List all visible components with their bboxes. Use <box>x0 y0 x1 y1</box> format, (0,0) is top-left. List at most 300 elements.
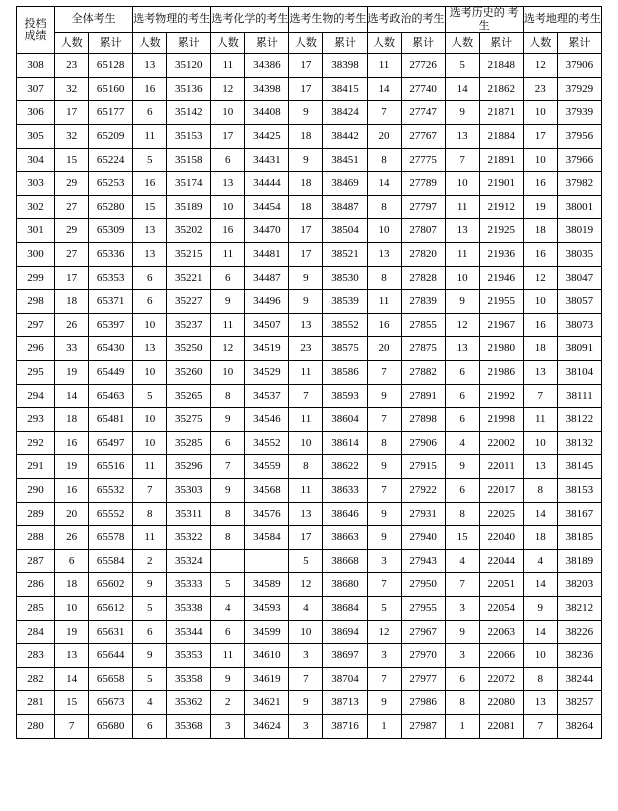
table-header <box>17 7 602 54</box>
count-cell: 3 <box>289 714 323 738</box>
cumulative-cell: 35265 <box>167 384 211 408</box>
count-cell: 7 <box>445 148 479 172</box>
cumulative-cell: 38668 <box>323 549 367 573</box>
count-cell: 11 <box>289 478 323 502</box>
cumulative-cell: 37906 <box>557 54 601 78</box>
table-row <box>17 502 602 526</box>
count-cell: 10 <box>55 596 89 620</box>
count-cell: 9 <box>289 266 323 290</box>
cumulative-cell: 34496 <box>245 290 289 314</box>
cumulative-cell: 27940 <box>401 526 445 550</box>
count-cell: 5 <box>133 596 167 620</box>
cumulative-cell: 65578 <box>89 526 133 550</box>
count-cell: 7 <box>523 384 557 408</box>
cumulative-cell: 35362 <box>167 691 211 715</box>
cumulative-cell: 35120 <box>167 54 211 78</box>
cumulative-cell: 35333 <box>167 573 211 597</box>
cumulative-cell: 65371 <box>89 290 133 314</box>
cumulative-cell: 34621 <box>245 691 289 715</box>
count-cell: 9 <box>289 148 323 172</box>
score-cell: 307 <box>17 77 55 101</box>
cumulative-cell: 21980 <box>479 337 523 361</box>
count-cell: 18 <box>523 337 557 361</box>
cumulative-cell: 38552 <box>323 313 367 337</box>
count-cell: 17 <box>289 77 323 101</box>
score-cell: 291 <box>17 455 55 479</box>
count-cell: 19 <box>55 455 89 479</box>
count-cell: 14 <box>55 667 89 691</box>
count-cell: 11 <box>523 408 557 432</box>
count-cell: 7 <box>367 667 401 691</box>
score-cell: 308 <box>17 54 55 78</box>
table-row <box>17 361 602 385</box>
group-header-all: 全体考生 <box>55 7 133 33</box>
cumulative-cell: 38646 <box>323 502 367 526</box>
cumulative-cell: 65209 <box>89 125 133 149</box>
count-cell: 11 <box>211 54 245 78</box>
count-cell: 10 <box>289 431 323 455</box>
count-cell: 13 <box>133 219 167 243</box>
score-cell: 286 <box>17 573 55 597</box>
cumulative-cell: 35189 <box>167 195 211 219</box>
table-row <box>17 384 602 408</box>
count-cell: 9 <box>289 290 323 314</box>
count-cell: 18 <box>289 125 323 149</box>
cumulative-cell: 22051 <box>479 573 523 597</box>
score-cell: 290 <box>17 478 55 502</box>
cumulative-cell: 35311 <box>167 502 211 526</box>
count-cell: 9 <box>367 384 401 408</box>
cumulative-cell: 65309 <box>89 219 133 243</box>
cumulative-cell: 27970 <box>401 644 445 668</box>
score-cell: 282 <box>17 667 55 691</box>
table-row <box>17 478 602 502</box>
cumulative-cell: 38424 <box>323 101 367 125</box>
sub-header-count-biology: 人数 <box>289 33 323 54</box>
cumulative-cell: 34552 <box>245 431 289 455</box>
count-cell: 5 <box>367 596 401 620</box>
count-cell: 2 <box>133 549 167 573</box>
score-cell: 305 <box>17 125 55 149</box>
count-cell: 14 <box>523 573 557 597</box>
cumulative-cell: 38264 <box>557 714 601 738</box>
table-row <box>17 125 602 149</box>
cumulative-cell: 38203 <box>557 573 601 597</box>
cumulative-cell: 38716 <box>323 714 367 738</box>
cumulative-cell: 65644 <box>89 644 133 668</box>
cumulative-cell: 65336 <box>89 243 133 267</box>
count-cell: 18 <box>523 219 557 243</box>
count-cell: 8 <box>211 526 245 550</box>
count-cell: 10 <box>523 148 557 172</box>
cumulative-cell: 34619 <box>245 667 289 691</box>
cumulative-cell: 22017 <box>479 478 523 502</box>
score-cell: 289 <box>17 502 55 526</box>
cumulative-cell: 34481 <box>245 243 289 267</box>
cumulative-cell: 65552 <box>89 502 133 526</box>
count-cell: 17 <box>289 54 323 78</box>
cumulative-cell: 34568 <box>245 478 289 502</box>
count-cell: 13 <box>133 54 167 78</box>
cumulative-cell: 27875 <box>401 337 445 361</box>
count-cell: 12 <box>289 573 323 597</box>
cumulative-cell: 35358 <box>167 667 211 691</box>
count-cell: 3 <box>445 644 479 668</box>
cumulative-cell: 35136 <box>167 77 211 101</box>
cumulative-cell: 34444 <box>245 172 289 196</box>
count-cell: 13 <box>211 172 245 196</box>
count-cell: 16 <box>133 77 167 101</box>
count-cell: 6 <box>445 667 479 691</box>
count-cell: 9 <box>445 455 479 479</box>
sub-header-count-history: 人数 <box>445 33 479 54</box>
cumulative-cell: 38622 <box>323 455 367 479</box>
count-cell: 19 <box>55 620 89 644</box>
cumulative-cell: 27882 <box>401 361 445 385</box>
count-cell: 8 <box>523 667 557 691</box>
count-cell: 11 <box>211 644 245 668</box>
score-distribution-table <box>16 6 602 739</box>
count-cell: 6 <box>133 266 167 290</box>
cumulative-cell <box>245 549 289 573</box>
score-cell: 299 <box>17 266 55 290</box>
count-cell: 11 <box>211 313 245 337</box>
count-cell: 15 <box>55 691 89 715</box>
cumulative-cell: 35215 <box>167 243 211 267</box>
count-cell: 17 <box>289 243 323 267</box>
table-row <box>17 408 602 432</box>
cumulative-cell: 21912 <box>479 195 523 219</box>
score-cell: 294 <box>17 384 55 408</box>
table-row <box>17 620 602 644</box>
group-header-biology: 选考生物的考生 <box>289 7 367 33</box>
cumulative-cell: 38001 <box>557 195 601 219</box>
cumulative-cell: 38057 <box>557 290 601 314</box>
table-row <box>17 101 602 125</box>
count-cell: 15 <box>133 195 167 219</box>
count-cell: 11 <box>211 243 245 267</box>
count-cell: 6 <box>445 408 479 432</box>
cumulative-cell: 65532 <box>89 478 133 502</box>
cumulative-cell: 35344 <box>167 620 211 644</box>
cumulative-cell: 38633 <box>323 478 367 502</box>
score-distribution-sheet <box>0 6 618 739</box>
table-row <box>17 195 602 219</box>
cumulative-cell: 34593 <box>245 596 289 620</box>
count-cell: 3 <box>367 644 401 668</box>
cumulative-cell: 34559 <box>245 455 289 479</box>
count-cell: 11 <box>133 455 167 479</box>
cumulative-cell: 38469 <box>323 172 367 196</box>
cumulative-cell: 34589 <box>245 573 289 597</box>
count-cell: 33 <box>55 337 89 361</box>
count-cell: 9 <box>133 644 167 668</box>
count-cell: 9 <box>211 478 245 502</box>
count-cell: 27 <box>55 195 89 219</box>
cumulative-cell: 27986 <box>401 691 445 715</box>
cumulative-cell: 34507 <box>245 313 289 337</box>
score-cell: 295 <box>17 361 55 385</box>
cumulative-cell: 34398 <box>245 77 289 101</box>
count-cell: 17 <box>211 125 245 149</box>
table-row <box>17 243 602 267</box>
cumulative-cell: 38212 <box>557 596 601 620</box>
cumulative-cell: 27747 <box>401 101 445 125</box>
count-cell: 4 <box>133 691 167 715</box>
count-cell: 17 <box>55 266 89 290</box>
count-cell: 10 <box>445 172 479 196</box>
count-cell: 11 <box>445 195 479 219</box>
score-cell: 280 <box>17 714 55 738</box>
score-cell: 285 <box>17 596 55 620</box>
cumulative-cell: 21986 <box>479 361 523 385</box>
count-cell: 18 <box>55 573 89 597</box>
cumulative-cell: 38539 <box>323 290 367 314</box>
count-cell: 10 <box>523 431 557 455</box>
cumulative-cell: 38145 <box>557 455 601 479</box>
count-cell: 7 <box>55 714 89 738</box>
count-cell: 12 <box>211 337 245 361</box>
count-cell: 9 <box>445 101 479 125</box>
cumulative-cell: 65280 <box>89 195 133 219</box>
corner-header <box>17 7 55 54</box>
count-cell: 7 <box>367 408 401 432</box>
group-header-chemistry: 选考化学的考生 <box>211 7 289 33</box>
count-cell: 18 <box>55 408 89 432</box>
group-header-physics: 选考物理的考生 <box>133 7 211 33</box>
table-row <box>17 526 602 550</box>
count-cell: 15 <box>55 148 89 172</box>
count-cell: 20 <box>367 337 401 361</box>
count-cell: 7 <box>289 667 323 691</box>
cumulative-cell: 35285 <box>167 431 211 455</box>
group-header-politics: 选考政治的考生 <box>367 7 445 33</box>
cumulative-cell: 65463 <box>89 384 133 408</box>
count-cell: 17 <box>289 526 323 550</box>
count-cell: 29 <box>55 219 89 243</box>
score-cell: 303 <box>17 172 55 196</box>
count-cell: 9 <box>211 667 245 691</box>
sub-header-cumulative-geography: 累计 <box>557 33 601 54</box>
cumulative-cell: 37982 <box>557 172 601 196</box>
count-cell: 17 <box>55 101 89 125</box>
count-cell: 9 <box>133 573 167 597</box>
count-cell: 3 <box>445 596 479 620</box>
cumulative-cell: 65397 <box>89 313 133 337</box>
count-cell: 5 <box>289 549 323 573</box>
sub-header-cumulative-all: 累计 <box>89 33 133 54</box>
cumulative-cell: 35338 <box>167 596 211 620</box>
count-cell: 11 <box>133 526 167 550</box>
cumulative-cell: 38111 <box>557 384 601 408</box>
cumulative-cell: 38684 <box>323 596 367 620</box>
count-cell: 19 <box>523 195 557 219</box>
count-cell: 23 <box>289 337 323 361</box>
cumulative-cell: 38680 <box>323 573 367 597</box>
cumulative-cell: 21967 <box>479 313 523 337</box>
cumulative-cell: 38663 <box>323 526 367 550</box>
cumulative-cell: 65631 <box>89 620 133 644</box>
count-cell: 1 <box>367 714 401 738</box>
cumulative-cell: 65680 <box>89 714 133 738</box>
cumulative-cell: 22054 <box>479 596 523 620</box>
cumulative-cell: 27922 <box>401 478 445 502</box>
sub-header-count-all: 人数 <box>55 33 89 54</box>
count-cell: 12 <box>211 77 245 101</box>
count-cell: 13 <box>289 502 323 526</box>
count-cell: 8 <box>367 195 401 219</box>
score-cell: 287 <box>17 549 55 573</box>
count-cell: 19 <box>55 361 89 385</box>
table-row <box>17 148 602 172</box>
count-cell: 8 <box>445 691 479 715</box>
cumulative-cell: 22066 <box>479 644 523 668</box>
cumulative-cell: 27839 <box>401 290 445 314</box>
count-cell: 23 <box>55 54 89 78</box>
cumulative-cell: 38398 <box>323 54 367 78</box>
cumulative-cell: 21992 <box>479 384 523 408</box>
cumulative-cell: 38073 <box>557 313 601 337</box>
count-cell: 14 <box>367 172 401 196</box>
cumulative-cell: 34470 <box>245 219 289 243</box>
table-row <box>17 219 602 243</box>
count-cell: 6 <box>133 101 167 125</box>
cumulative-cell: 38019 <box>557 219 601 243</box>
count-cell: 5 <box>133 148 167 172</box>
cumulative-cell: 35368 <box>167 714 211 738</box>
count-cell: 7 <box>367 101 401 125</box>
count-cell: 5 <box>445 54 479 78</box>
cumulative-cell: 38226 <box>557 620 601 644</box>
cumulative-cell: 65177 <box>89 101 133 125</box>
count-cell: 16 <box>211 219 245 243</box>
cumulative-cell: 65481 <box>89 408 133 432</box>
count-cell: 9 <box>367 455 401 479</box>
cumulative-cell: 21891 <box>479 148 523 172</box>
count-cell: 18 <box>55 290 89 314</box>
cumulative-cell: 35153 <box>167 125 211 149</box>
count-cell: 6 <box>445 478 479 502</box>
score-cell: 298 <box>17 290 55 314</box>
cumulative-cell: 38185 <box>557 526 601 550</box>
count-cell: 16 <box>55 478 89 502</box>
cumulative-cell: 38521 <box>323 243 367 267</box>
cumulative-cell: 27797 <box>401 195 445 219</box>
cumulative-cell: 27955 <box>401 596 445 620</box>
count-cell: 17 <box>289 219 323 243</box>
count-cell: 29 <box>55 172 89 196</box>
cumulative-cell: 34487 <box>245 266 289 290</box>
count-cell: 6 <box>211 620 245 644</box>
cumulative-cell: 38504 <box>323 219 367 243</box>
count-cell: 7 <box>367 478 401 502</box>
table-row <box>17 667 602 691</box>
count-cell: 6 <box>445 361 479 385</box>
sub-header-count-physics: 人数 <box>133 33 167 54</box>
count-cell: 10 <box>133 431 167 455</box>
cumulative-cell: 38244 <box>557 667 601 691</box>
count-cell: 9 <box>211 290 245 314</box>
score-cell: 293 <box>17 408 55 432</box>
table-row <box>17 290 602 314</box>
cumulative-cell: 21998 <box>479 408 523 432</box>
sub-header-cumulative-politics: 累计 <box>401 33 445 54</box>
count-cell: 7 <box>445 573 479 597</box>
count-cell: 6 <box>211 431 245 455</box>
count-cell: 13 <box>445 337 479 361</box>
cumulative-cell: 38575 <box>323 337 367 361</box>
sub-header-cumulative-chemistry: 累计 <box>245 33 289 54</box>
cumulative-cell: 38593 <box>323 384 367 408</box>
cumulative-cell: 21848 <box>479 54 523 78</box>
cumulative-cell: 37956 <box>557 125 601 149</box>
cumulative-cell: 38697 <box>323 644 367 668</box>
count-cell: 10 <box>211 101 245 125</box>
count-cell: 12 <box>445 313 479 337</box>
count-cell: 13 <box>523 691 557 715</box>
count-cell: 10 <box>523 290 557 314</box>
count-cell: 9 <box>367 691 401 715</box>
cumulative-cell: 65430 <box>89 337 133 361</box>
corner-header-line2: 成绩 <box>24 30 47 43</box>
count-cell: 32 <box>55 125 89 149</box>
cumulative-cell: 35174 <box>167 172 211 196</box>
score-cell: 288 <box>17 526 55 550</box>
count-cell: 3 <box>211 714 245 738</box>
cumulative-cell: 21925 <box>479 219 523 243</box>
count-cell: 10 <box>211 195 245 219</box>
cumulative-cell: 35158 <box>167 148 211 172</box>
count-cell: 9 <box>523 596 557 620</box>
count-cell: 8 <box>367 148 401 172</box>
cumulative-cell: 65128 <box>89 54 133 78</box>
cumulative-cell: 22025 <box>479 502 523 526</box>
count-cell: 9 <box>289 691 323 715</box>
sub-header-cumulative-physics: 累计 <box>167 33 211 54</box>
count-cell: 4 <box>445 431 479 455</box>
group-header-row <box>17 7 602 33</box>
table-row <box>17 596 602 620</box>
count-cell: 17 <box>523 125 557 149</box>
cumulative-cell: 65612 <box>89 596 133 620</box>
count-cell: 6 <box>445 384 479 408</box>
cumulative-cell: 35322 <box>167 526 211 550</box>
count-cell: 11 <box>289 408 323 432</box>
count-cell: 9 <box>211 408 245 432</box>
count-cell: 12 <box>523 266 557 290</box>
score-cell: 283 <box>17 644 55 668</box>
cumulative-cell: 35296 <box>167 455 211 479</box>
count-cell: 7 <box>367 361 401 385</box>
cumulative-cell: 22063 <box>479 620 523 644</box>
count-cell: 5 <box>133 667 167 691</box>
count-cell: 8 <box>133 502 167 526</box>
cumulative-cell: 34386 <box>245 54 289 78</box>
cumulative-cell: 38035 <box>557 243 601 267</box>
count-cell: 20 <box>55 502 89 526</box>
sub-header-cumulative-biology: 累计 <box>323 33 367 54</box>
count-cell: 15 <box>445 526 479 550</box>
count-cell: 11 <box>367 290 401 314</box>
count-cell: 5 <box>211 573 245 597</box>
cumulative-cell: 27950 <box>401 573 445 597</box>
cumulative-cell: 65516 <box>89 455 133 479</box>
count-cell: 23 <box>523 77 557 101</box>
cumulative-cell: 34529 <box>245 361 289 385</box>
table-row <box>17 714 602 738</box>
cumulative-cell: 65658 <box>89 667 133 691</box>
count-cell: 10 <box>445 266 479 290</box>
